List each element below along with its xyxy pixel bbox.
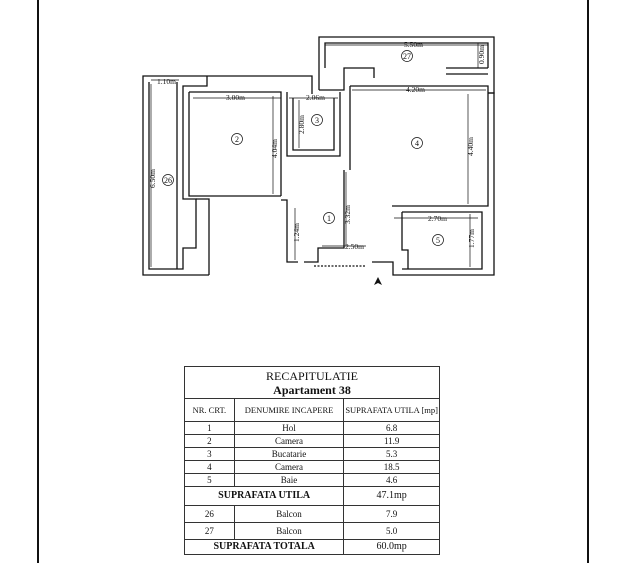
dim-2-80: 2.80m (297, 115, 306, 134)
dim-1-24: 1.24m (292, 223, 301, 242)
row-nr: 3 (185, 448, 235, 461)
header-area: SUPRAFATA UTILA [mp] (344, 399, 440, 422)
dim-2-50: 2.50m (345, 242, 364, 251)
row-area: 18.5 (344, 461, 440, 474)
dim-4-40: 4.40m (466, 137, 475, 156)
dim-3-32: 3.32m (343, 205, 352, 224)
room-number-26: 26 (164, 176, 172, 185)
header-name: DENUMIRE INCAPERE (234, 399, 344, 422)
dim-4-04: 4.04m (270, 139, 279, 158)
suprafata-totala-row (185, 540, 440, 555)
row-name: Balcon (234, 523, 344, 540)
suprafata-utila-row (185, 487, 440, 506)
apartment-title: Apartament 38 (273, 383, 351, 397)
dim-1-10: 1.10m (157, 77, 176, 86)
row-nr: 4 (185, 461, 235, 474)
row-nr: 1 (185, 422, 235, 435)
exterior-wall-bottom-left (196, 199, 209, 275)
suprafata-totala-value: 60.0mp (344, 540, 440, 555)
dim-2-06: 2.06m (306, 93, 325, 102)
recap-title-cell (185, 367, 440, 399)
suprafata-utila-value: 47.1mp (344, 487, 440, 506)
row-name: Camera (234, 435, 344, 448)
row-nr: 26 (185, 506, 235, 523)
row-area: 6.8 (344, 422, 440, 435)
row-nr: 2 (185, 435, 235, 448)
row-name: Balcon (234, 506, 344, 523)
row-area: 5.0 (344, 523, 440, 540)
dim-4-20: 4.20m (406, 85, 425, 94)
room-number-3: 3 (315, 116, 319, 125)
row-name: Hol (234, 422, 344, 435)
room-number-2: 2 (235, 135, 239, 144)
exterior-wall-top-mid (319, 68, 374, 90)
row-area: 7.9 (344, 506, 440, 523)
row-nr: 5 (185, 474, 235, 487)
dim-3-00: 3.00m (226, 93, 245, 102)
row-name: Bucatarie (234, 448, 344, 461)
suprafata-totala-label: SUPRAFATA TOTALA (185, 540, 344, 555)
recap-title: RECAPITULATIE (266, 369, 358, 383)
row-area: 4.6 (344, 474, 440, 487)
row-name: Camera (234, 461, 344, 474)
dim-1-77: 1.77m (467, 229, 476, 248)
row-name: Baie (234, 474, 344, 487)
table-row (185, 461, 440, 474)
room-number-1: 1 (327, 214, 331, 223)
exterior-wall-top (207, 76, 312, 94)
table-row (185, 474, 440, 487)
exterior-wall-top-left (183, 76, 207, 139)
dim-5-50: 5.50m (404, 40, 423, 49)
table-row (185, 435, 440, 448)
entrance-arrow-icon (374, 277, 382, 285)
room-5-door (402, 212, 408, 269)
row-area: 5.3 (344, 448, 440, 461)
row-area: 11.9 (344, 435, 440, 448)
room-number-27: 27 (403, 52, 411, 61)
room-number-4: 4 (415, 139, 419, 148)
table-row (185, 448, 440, 461)
table-row (185, 506, 440, 523)
header-nr: NR. CRT. (185, 399, 235, 422)
recap-table (184, 366, 440, 555)
room-number-5: 5 (436, 236, 440, 245)
suprafata-utila-label: SUPRAFATA UTILA (185, 487, 344, 506)
dim-2-70: 2.70m (428, 214, 447, 223)
dim-6-50: 6.50m (148, 169, 157, 188)
dim-0-90: 0.90m (477, 45, 486, 64)
table-row (185, 523, 440, 540)
table-row (185, 422, 440, 435)
row-nr: 27 (185, 523, 235, 540)
